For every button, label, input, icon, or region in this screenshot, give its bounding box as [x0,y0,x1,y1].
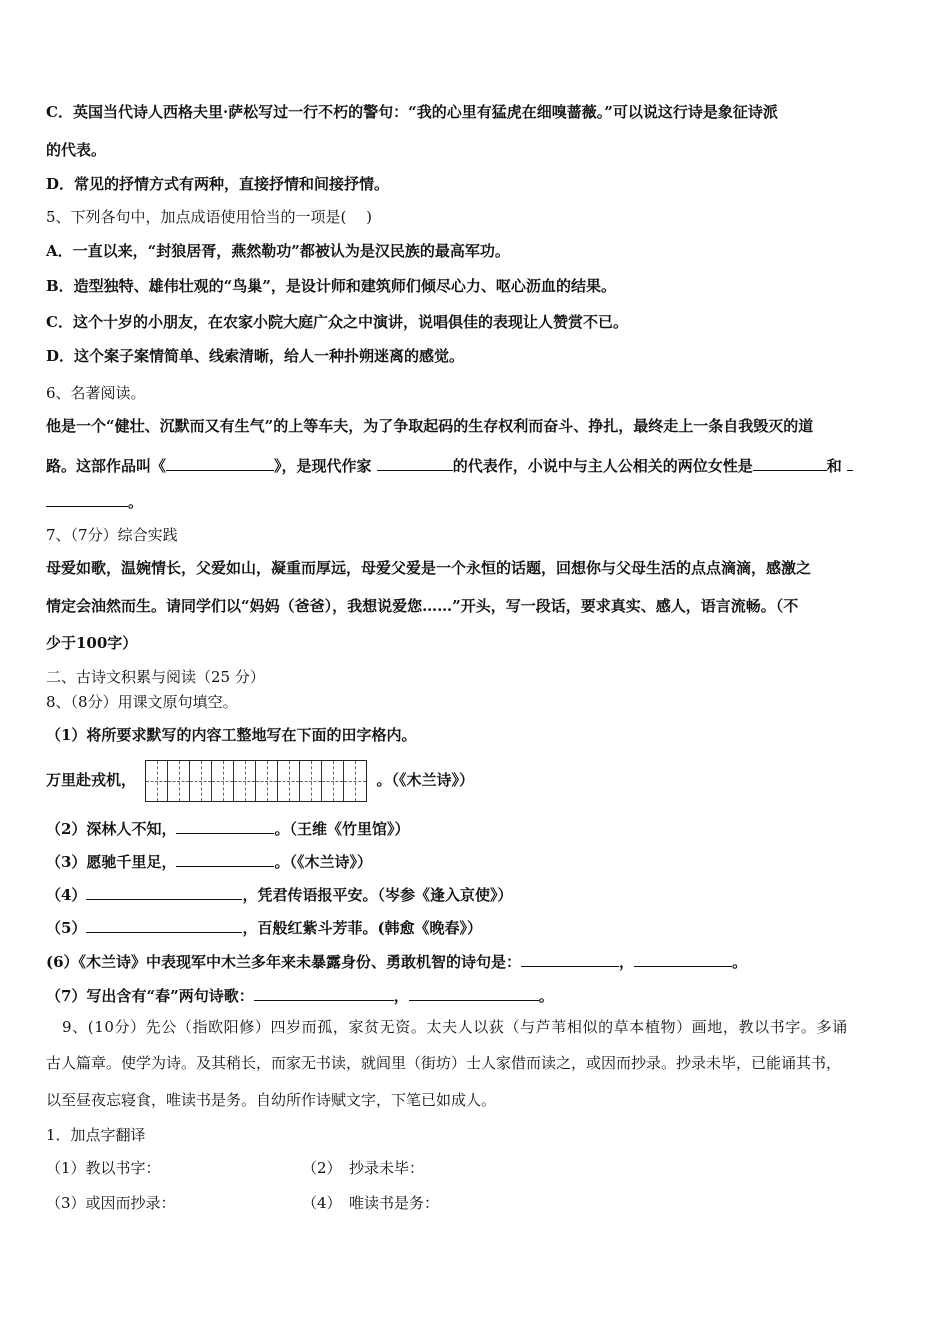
section2-title: 二、古诗文积累与阅读（25 分） [46,668,265,686]
q8-sub3 [46,850,372,872]
q8-sub7 [46,984,554,1006]
q6-line2-part-c: 的代表作，小说中与主人公相关的两位女性是 [452,457,753,475]
q5-stem: 5、下列各句中，加点成语使用恰当的一项是( ) [46,208,373,226]
q5-option-a: A．一直以来，“封狼居胥，燕然勒功”都被认为是汉民族的最高军功。 [46,242,510,260]
q8-grid-line [46,758,474,802]
q6-line2-part-d: 和 [826,457,847,475]
q8-sub4-blank[interactable] [86,883,242,900]
q4-option-d: D．常见的抒情方式有两种，直接抒情和间接抒情。 [46,175,390,193]
q9-translate-1: （1）教以书字： [46,1159,161,1177]
q8-sub7-b: ， [393,987,409,1005]
q5-option-c: C．这个十岁的小朋友，在农家小院大庭广众之中演讲，说唱俱佳的表现让人赞赏不已。 [46,313,628,331]
grid-cell[interactable] [168,761,190,801]
q6-author-blank[interactable] [377,454,453,471]
q8-sub5-b: ，百般红紫斗芳菲。(韩愈《晚春》） [242,919,483,937]
grid-cell[interactable] [322,761,344,801]
q8-sub6-blank2[interactable] [634,950,732,967]
q8-sub2-blank[interactable] [176,817,274,834]
q8-sub6-c: 。 [732,953,748,971]
q9-line2: 古人篇章。使学为诗。及其稍长，而家无书读，就闾里（街坊）士人家借而读之，或因而抄录。抄录未毕，已能诵其书， [46,1054,842,1072]
q7-line3: 少于100字） [46,634,138,652]
q6-work-blank[interactable] [166,454,274,471]
q8-sub1: （1）将所要求默写的内容工整地写在下面的田字格内。 [46,726,417,744]
grid-cell[interactable] [190,761,212,801]
q8-sub7-blank1[interactable] [254,984,394,1001]
q9-sub-title: 1．加点字翻译 [46,1126,146,1144]
q5-option-d: D．这个案子案情简单、线索清晰，给人一种扑朔迷离的感觉。 [46,347,465,365]
q6-line2-part-b: 》，是现代作家 [274,457,377,475]
grid-cell[interactable] [278,761,300,801]
q8-sub5-blank[interactable] [86,916,242,933]
q7-line2: 情定会油然而生。请同学们以“妈妈（爸爸），我想说爱您……”开头，写一段话，要求真实、感人，语言流畅。（不 [46,597,799,615]
q6-female1-blank[interactable] [753,454,827,471]
q8-sub3-b: 。（《木兰诗》） [274,853,372,871]
grid-cell[interactable] [234,761,256,801]
tianzi-grid[interactable] [145,760,367,802]
q8-stem: 8、（8分）用课文原句填空。 [46,693,238,711]
q8-sub2-b: 。（王维《竹里馆》） [274,820,410,838]
q7-line1: 母爱如歌，温婉情长，父爱如山，凝重而厚远，母爱父爱是一个永恒的话题，回想你与父母生活的点点滴滴，感激之 [46,559,812,577]
q6-stem: 6、名著阅读。 [46,384,146,402]
q8-sub2 [46,817,409,839]
q6-line3 [46,490,143,512]
q8-sub4-a: （4） [46,886,87,904]
q8-grid-prefix: 万里赴戎机， [46,771,137,789]
q6-line2 [46,454,853,476]
q8-sub7-a: （7）写出含有“春”两句诗歌： [46,987,254,1005]
grid-cell[interactable] [300,761,322,801]
q9-translate-3: （3）或因而抄录： [46,1194,176,1212]
q8-sub2-a: （2）深林人不知， [46,820,177,838]
q8-sub5 [46,916,482,938]
q8-sub3-blank[interactable] [176,850,274,867]
q8-grid-suffix: 。（《木兰诗》） [376,771,474,789]
q8-sub6-b: ， [619,953,635,971]
q8-sub3-a: （3）愿驰千里足， [46,853,177,871]
grid-cell[interactable] [344,761,366,801]
q9-line1: 9、(10分）先公（指欧阳修）四岁而孤，家贫无资。太夫人以荻（与芦苇相似的草本植物）画地，教以书字。多诵 [62,1018,848,1036]
q6-line3-end: 。 [128,493,144,511]
q6-female2-blank[interactable] [46,490,128,507]
q6-female2-blank-start[interactable] [847,454,853,471]
q8-sub7-c: 。 [538,987,554,1005]
q4-option-c-line2: 的代表。 [46,141,107,159]
q5-option-b: B．造型独特、雄伟壮观的“鸟巢”，是设计师和建筑师们倾尽心力、呕心沥血的结果。 [46,277,616,295]
q9-translate-2: （2） 抄录未毕： [302,1159,425,1177]
q8-sub4-b: ，凭君传语报平安。（岑参《逢入京使》） [242,886,513,904]
q8-sub6 [46,950,747,972]
q9-line3: 以至昼夜忘寝食，唯读书是务。自幼所作诗赋文字，下笔已如成人。 [46,1091,497,1109]
grid-cell[interactable] [146,761,168,801]
q6-line2-part-a: 路。这部作品叫《 [46,457,167,475]
q8-sub7-blank2[interactable] [409,984,539,1001]
q6-line1: 他是一个“健壮、沉默而又有生气”的上等车夫，为了争取起码的生存权利而奋斗、挣扎，最终走上一条自我毁灭的道 [46,417,814,435]
q8-sub6-a: (6）《木兰诗》中表现军中木兰多年来未暴露身份、勇敢机智的诗句是： [46,953,522,971]
q7-stem: 7、（7分）综合实践 [46,526,178,544]
q8-sub5-a: （5） [46,919,87,937]
grid-cell[interactable] [212,761,234,801]
q4-option-c-line1: C．英国当代诗人西格夫里·萨松写过一行不朽的警句：“我的心里有猛虎在细嗅蔷薇。”可以说这行诗是象征诗派 [46,103,778,121]
q8-sub4 [46,883,512,905]
q8-sub6-blank1[interactable] [521,950,619,967]
q9-translate-4: （4） 唯读书是务： [302,1194,440,1212]
grid-cell[interactable] [256,761,278,801]
